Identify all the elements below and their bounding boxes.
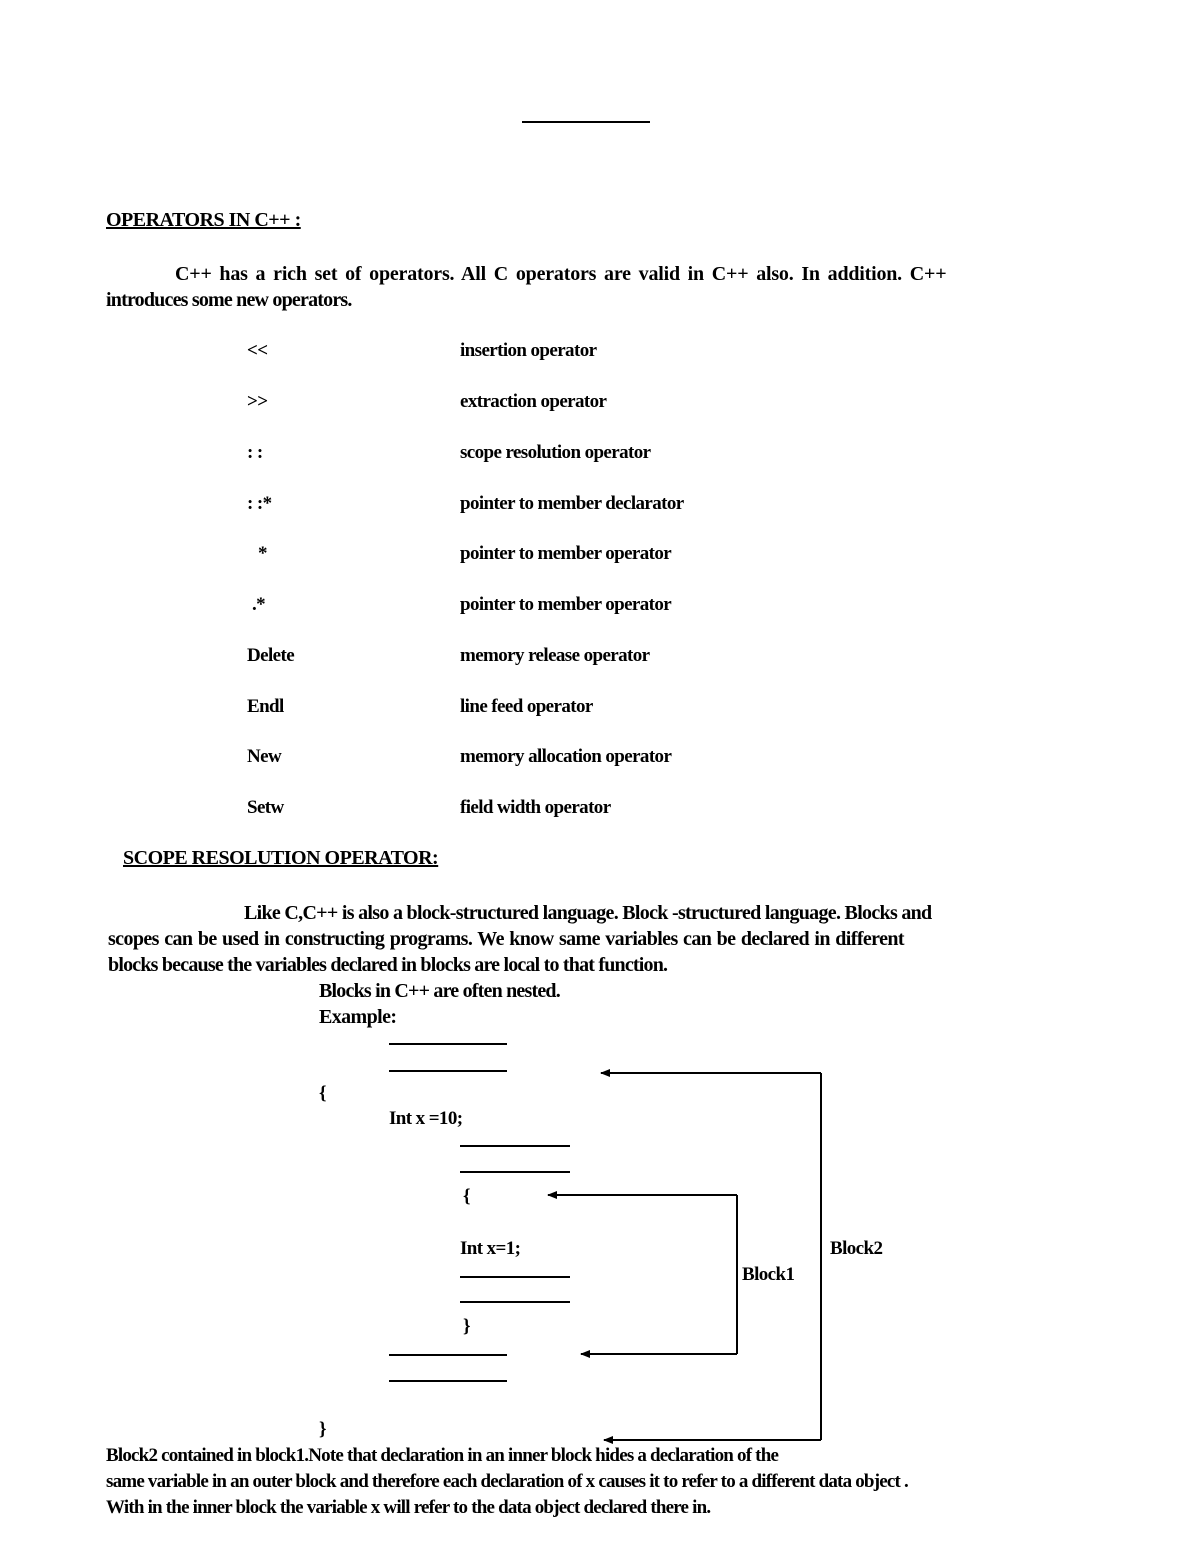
intro-line-1: C++ has a rich set of operators. All C operators are valid in C++ also. In addition. C++: [175, 263, 947, 285]
footer-line-2: same variable in an outer block and therefore each declaration of x causes it to refer to a different data object .: [106, 1471, 908, 1492]
code-inner-declaration: Int x=1;: [460, 1238, 521, 1259]
example-label: Example:: [319, 1006, 397, 1028]
operator-description: memory release operator: [460, 645, 650, 666]
operator-symbol: Delete: [247, 645, 295, 666]
intro-line-2: introduces some new operators.: [106, 289, 352, 311]
scope-line-2: scopes can be used in constructing programs. We know same variables can be declared in different: [108, 928, 904, 950]
footer-line-1: Block2 contained in block1.Note that declaration in an inner block hides a declaration of the: [106, 1445, 779, 1466]
scope-line-1: Like C,C++ is also a block-structured language. Block -structured language. Blocks and: [244, 902, 932, 924]
block1-label: Block1: [742, 1264, 795, 1285]
operator-description: extraction operator: [460, 391, 607, 412]
code-outer-declaration: Int x =10;: [389, 1108, 463, 1129]
operator-description: memory allocation operator: [460, 746, 672, 767]
operator-symbol: *: [258, 543, 267, 564]
operator-description: scope resolution operator: [460, 442, 651, 463]
nested-line: Blocks in C++ are often nested.: [319, 980, 560, 1002]
operator-symbol: <<: [247, 340, 268, 361]
footer-line-3: With in the inner block the variable x will refer to the data object declared there in.: [106, 1497, 711, 1518]
operator-symbol: New: [247, 746, 282, 767]
operator-symbol: : :: [247, 442, 263, 463]
operator-symbol: .*: [252, 594, 266, 615]
scope-heading: SCOPE RESOLUTION OPERATOR:: [123, 847, 439, 869]
scope-line-3: blocks because the variables declared in blocks are local to that function.: [108, 954, 668, 976]
operator-symbol: Setw: [247, 797, 284, 818]
operator-symbol: Endl: [247, 696, 284, 717]
code-open-inner-brace: {: [463, 1186, 470, 1207]
operator-description: line feed operator: [460, 696, 593, 717]
operator-description: pointer to member operator: [460, 594, 672, 615]
code-close-inner-brace: }: [463, 1316, 470, 1337]
operator-description: pointer to member declarator: [460, 493, 684, 514]
operator-description: insertion operator: [460, 340, 597, 361]
operator-symbol: : :*: [247, 493, 272, 514]
code-open-outer-brace: {: [319, 1083, 326, 1104]
operators-heading: OPERATORS IN C++ :: [106, 209, 301, 231]
code-close-outer-brace: }: [319, 1419, 326, 1440]
operator-symbol: >>: [247, 391, 268, 412]
operator-description: pointer to member operator: [460, 543, 672, 564]
block2-label: Block2: [830, 1238, 883, 1259]
operator-description: field width operator: [460, 797, 611, 818]
